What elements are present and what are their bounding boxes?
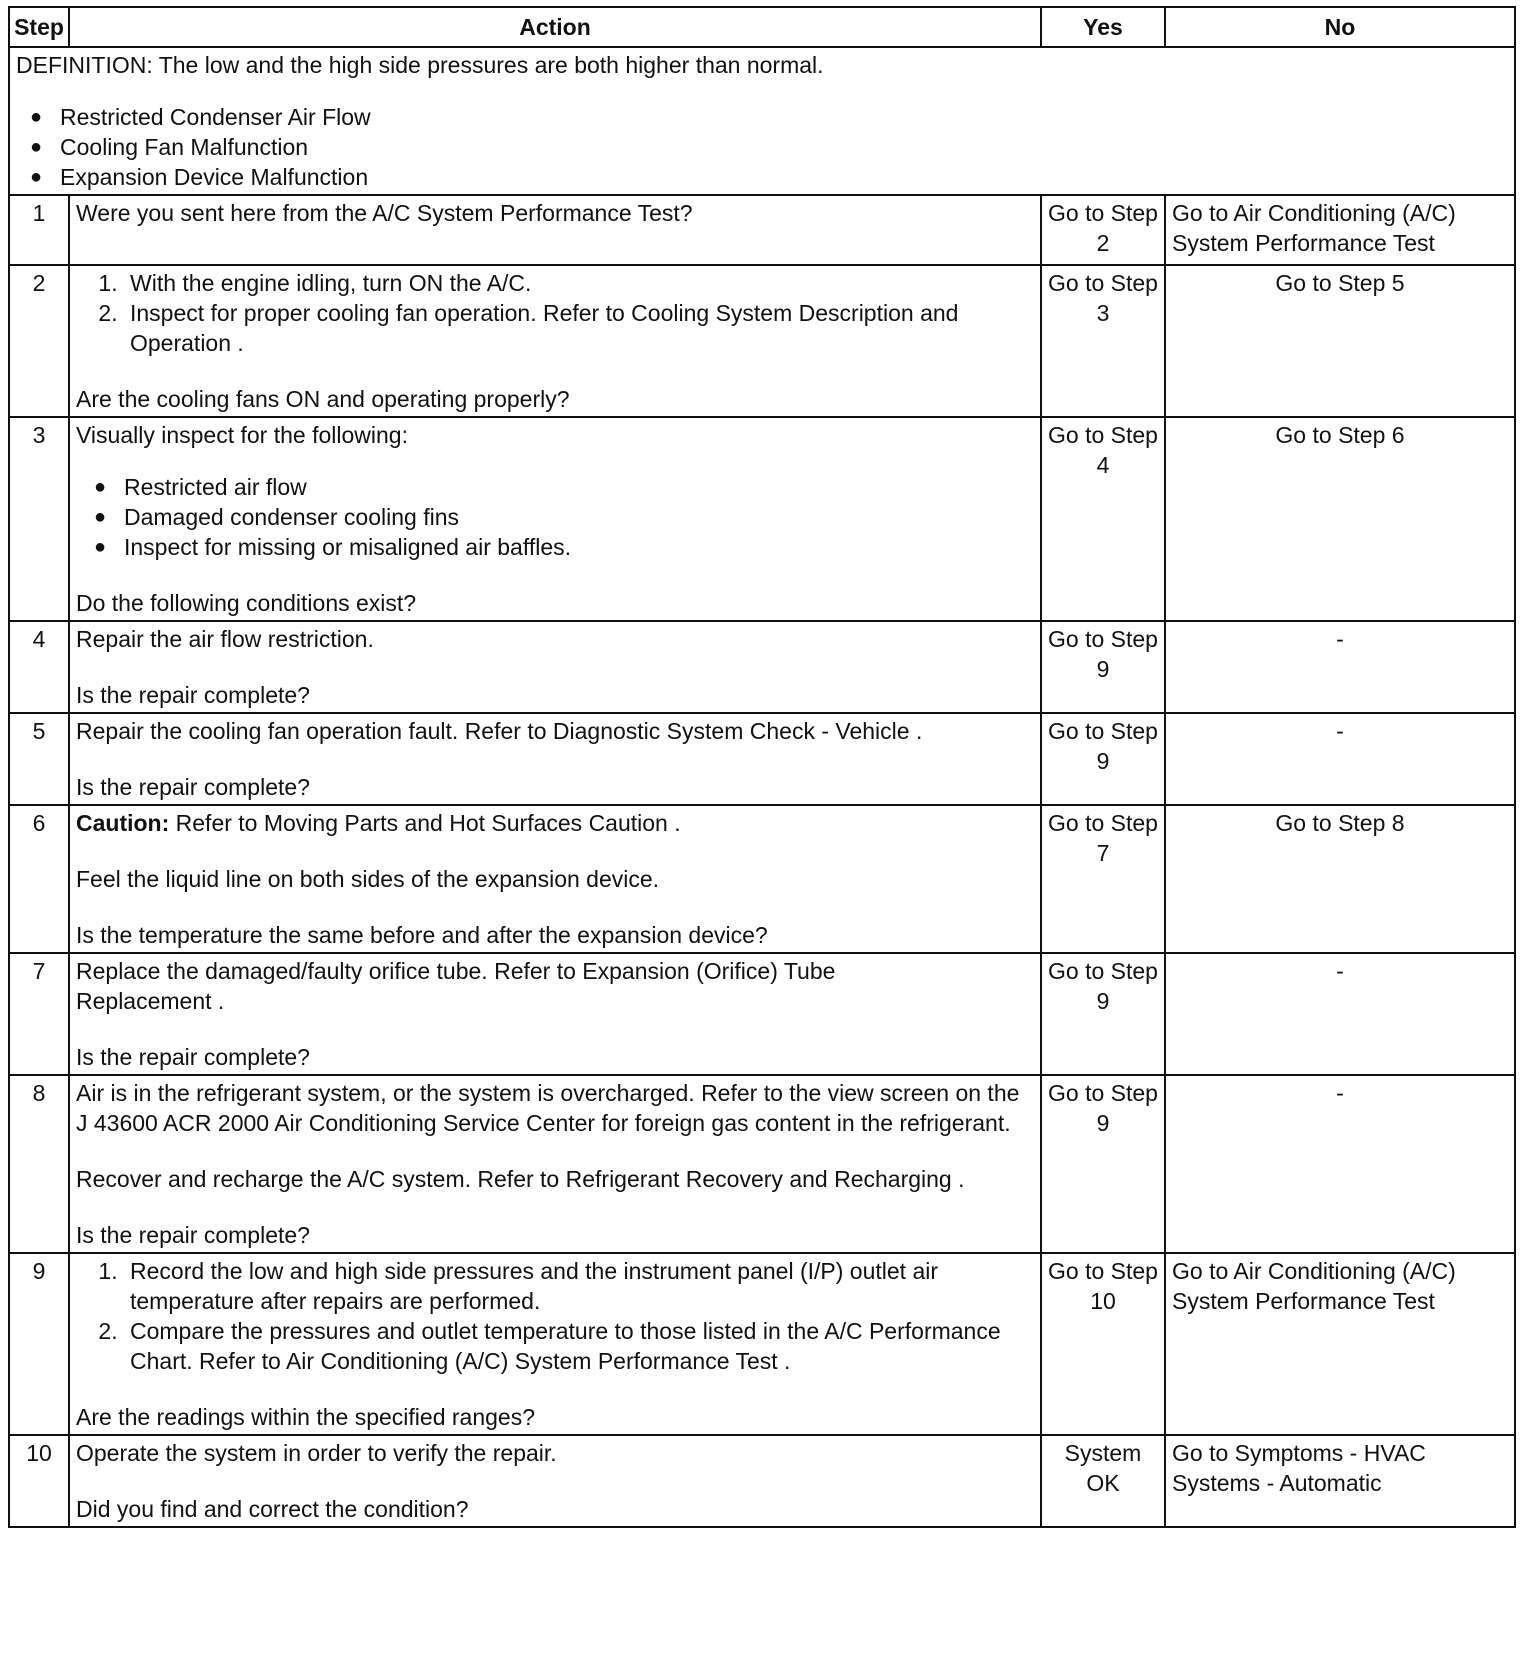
action-cell: [69, 265, 1041, 417]
action-text: Feel the liquid line on both sides of the expansion device.: [76, 866, 660, 892]
yes-cell: Go to Step 9: [1041, 713, 1165, 805]
step-number: 5: [9, 713, 69, 805]
action-cell: [69, 417, 1041, 621]
action-bullet: ● Damaged condenser cooling fins: [124, 502, 1034, 532]
no-cell: Go to Air Conditioning (A/C) System Performance Test: [1165, 1253, 1515, 1435]
action-intro: Visually inspect for the following:: [76, 422, 408, 448]
step-number: 9: [9, 1253, 69, 1435]
table-row: [9, 621, 1515, 713]
caution-label: Caution:: [76, 810, 170, 836]
no-cell: -: [1165, 713, 1515, 805]
action-bullets: [76, 472, 1034, 562]
yes-cell: Go to Step 10: [1041, 1253, 1165, 1435]
definition-bullets: [16, 102, 1508, 192]
action-bullet: ● Restricted air flow: [124, 472, 1034, 502]
action-list-item: 1. With the engine idling, turn ON the A/C.: [124, 268, 1034, 298]
action-list-item: 2. Compare the pressures and outlet temperature to those listed in the A/C Performance Chart. Refer to Air Conditioning (A/C) System Performance Test .: [124, 1316, 1034, 1376]
definition-bullet: ● Restricted Condenser Air Flow: [60, 102, 1508, 132]
table-row: [9, 713, 1515, 805]
table-row: [9, 953, 1515, 1075]
action-question: Are the readings within the specified ranges?: [76, 1404, 536, 1430]
step-number: 6: [9, 805, 69, 953]
diagnostic-table: [8, 6, 1516, 1528]
step-number: 4: [9, 621, 69, 713]
action-question: Are the cooling fans ON and operating properly?: [76, 386, 570, 412]
yes-cell: System OK: [1041, 1435, 1165, 1527]
step-number: 3: [9, 417, 69, 621]
action-text: Repair the air flow restriction.: [76, 626, 374, 652]
action-question: Is the repair complete?: [76, 1044, 310, 1070]
yes-cell: Go to Step 2: [1041, 195, 1165, 265]
action-list-item: 2. Inspect for proper cooling fan operation. Refer to Cooling System Description and Operation .: [124, 298, 1034, 358]
action-bullet: ● Inspect for missing or misaligned air baffles.: [124, 532, 1034, 562]
definition-bullet: ● Cooling Fan Malfunction: [60, 132, 1508, 162]
caution-note: [76, 808, 1034, 838]
action-list: [76, 268, 1034, 358]
definition-cell: [9, 47, 1515, 195]
no-cell: Go to Air Conditioning (A/C) System Performance Test: [1165, 195, 1515, 265]
step-number: 8: [9, 1075, 69, 1253]
caution-text: Refer to Moving Parts and Hot Surfaces Caution .: [169, 810, 681, 836]
action-question: Were you sent here from the A/C System Performance Test?: [76, 200, 693, 226]
action-cell: [69, 1075, 1041, 1253]
action-text: Recover and recharge the A/C system. Refer to Refrigerant Recovery and Recharging .: [76, 1166, 965, 1192]
yes-cell: Go to Step 9: [1041, 953, 1165, 1075]
action-text: Repair the cooling fan operation fault. Refer to Diagnostic System Check - Vehicle .: [76, 718, 923, 744]
table-row: [9, 805, 1515, 953]
yes-cell: Go to Step 4: [1041, 417, 1165, 621]
no-cell: -: [1165, 953, 1515, 1075]
table-row: [9, 1435, 1515, 1527]
table-row: [9, 1253, 1515, 1435]
action-cell: [69, 1253, 1041, 1435]
yes-cell: Go to Step 7: [1041, 805, 1165, 953]
header-yes: Yes: [1041, 7, 1165, 47]
definition-bullet: ● Expansion Device Malfunction: [60, 162, 1508, 192]
header-no: No: [1165, 7, 1515, 47]
action-question: Is the repair complete?: [76, 1222, 310, 1248]
no-cell: Go to Step 6: [1165, 417, 1515, 621]
action-cell: [69, 1435, 1041, 1527]
yes-cell: Go to Step 9: [1041, 1075, 1165, 1253]
action-question: Do the following conditions exist?: [76, 590, 417, 616]
action-cell: [69, 195, 1041, 265]
definition-text: DEFINITION: The low and the high side pressures are both higher than normal.: [16, 52, 824, 78]
no-cell: Go to Symptoms - HVAC Systems - Automatic: [1165, 1435, 1515, 1527]
action-cell: [69, 805, 1041, 953]
step-number: 2: [9, 265, 69, 417]
no-cell: Go to Step 8: [1165, 805, 1515, 953]
header-step: Step: [9, 7, 69, 47]
no-cell: Go to Step 5: [1165, 265, 1515, 417]
header-row: [9, 7, 1515, 47]
step-number: 7: [9, 953, 69, 1075]
action-cell: [69, 713, 1041, 805]
action-list: [76, 1256, 1034, 1376]
yes-cell: Go to Step 9: [1041, 621, 1165, 713]
header-action: Action: [69, 7, 1041, 47]
action-question: Is the repair complete?: [76, 682, 310, 708]
table-row: [9, 195, 1515, 265]
definition-row: [9, 47, 1515, 195]
table-row: [9, 417, 1515, 621]
step-number: 1: [9, 195, 69, 265]
action-list-item: 1. Record the low and high side pressures and the instrument panel (I/P) outlet air temperature after repairs are performed.: [124, 1256, 1034, 1316]
action-text: Replace the damaged/faulty orifice tube. Refer to Expansion (Orifice) Tube Replacement .: [76, 958, 836, 1014]
yes-cell: Go to Step 3: [1041, 265, 1165, 417]
no-cell: -: [1165, 621, 1515, 713]
action-text: Air is in the refrigerant system, or the system is overcharged. Refer to the view screen on the J 43600 ACR 2000 Air Conditioning Service Center for foreign gas content in the refrigerant.: [76, 1080, 1020, 1136]
table-row: [9, 1075, 1515, 1253]
action-cell: [69, 621, 1041, 713]
no-cell: -: [1165, 1075, 1515, 1253]
table-row: [9, 265, 1515, 417]
action-question: Is the repair complete?: [76, 774, 310, 800]
step-number: 10: [9, 1435, 69, 1527]
action-question: Did you find and correct the condition?: [76, 1496, 469, 1522]
action-text: Operate the system in order to verify the repair.: [76, 1440, 557, 1466]
action-question: Is the temperature the same before and after the expansion device?: [76, 922, 768, 948]
action-cell: [69, 953, 1041, 1075]
